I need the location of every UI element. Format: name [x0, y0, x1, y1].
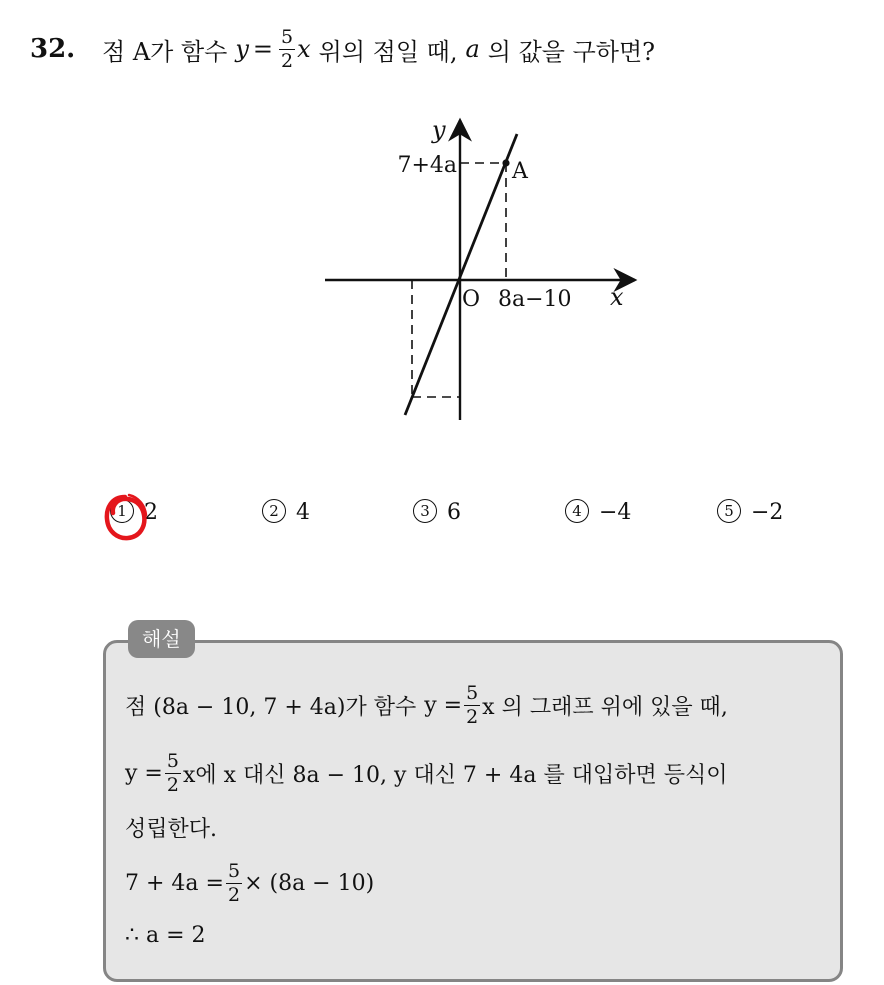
choice-1-symbol: 1	[110, 499, 134, 523]
question-text-before: 점 A가 함수	[102, 37, 228, 66]
choice-3[interactable]	[413, 500, 461, 525]
solution-line-5	[125, 918, 206, 952]
point-x-label: 8a−10	[498, 287, 572, 312]
solution-tag: 해설	[128, 620, 195, 658]
x-axis-label: x	[610, 283, 624, 311]
function-graph	[320, 110, 650, 430]
choice-2-value: 4	[296, 500, 310, 525]
choice-4[interactable]	[565, 500, 631, 525]
choice-3-value: 6	[447, 500, 461, 525]
choice-3-symbol: 3	[413, 499, 437, 523]
point-a	[502, 159, 509, 166]
solution-line-3-text: 성립한다.	[125, 816, 218, 842]
choice-5[interactable]	[717, 500, 783, 525]
eq-lhs: y	[235, 35, 249, 63]
fraction-denominator: 2	[466, 705, 479, 728]
question-var-a: a	[465, 35, 480, 63]
solution-line-1	[125, 678, 728, 732]
choice-5-value: −2	[751, 500, 784, 525]
question-heading	[30, 24, 655, 74]
question-fraction	[279, 25, 295, 72]
solution-line-3	[125, 810, 217, 844]
choice-5-symbol: 5	[717, 499, 741, 523]
solution-line-2-a: y =	[125, 760, 163, 786]
solution-line-2-b: x에 x 대신 8a − 10, y 대신 7 + 4a 를 대입하면 등식이	[182, 762, 728, 788]
point-a-label: A	[512, 159, 528, 184]
question-number: 32.	[30, 34, 76, 64]
choice-1-value: 2	[144, 500, 158, 525]
fraction-numerator: 5	[166, 749, 179, 772]
choice-4-value: −4	[599, 500, 632, 525]
solution-line-4-b: × (8a − 10)	[244, 870, 375, 896]
solution-line-1-fraction	[464, 681, 480, 728]
fraction-denominator: 2	[227, 883, 241, 906]
question-text-after: 위의 점일 때,	[318, 37, 458, 66]
origin-label: O	[462, 287, 481, 312]
choice-2[interactable]	[262, 500, 310, 525]
fraction-numerator: 5	[281, 25, 294, 48]
solution-line-5-text: ∴ a = 2	[125, 922, 206, 948]
fraction-numerator: 5	[227, 859, 241, 882]
solution-line-2	[125, 746, 727, 800]
answer-selection-mark-icon	[103, 493, 149, 543]
solution-line-4-fraction	[226, 859, 242, 906]
solution-line-4	[125, 856, 374, 910]
fraction-denominator: 2	[166, 773, 179, 796]
y-axis-label: y	[432, 116, 446, 144]
point-y-label: 7+4a	[397, 153, 457, 178]
eq-sign: =	[252, 35, 273, 63]
solution-line-1-b: y =	[424, 692, 463, 718]
choice-2-symbol: 2	[262, 499, 286, 523]
eq-var: x	[297, 35, 311, 63]
solution-line-2-fraction	[165, 749, 181, 796]
solution-line-1-c: x 의 그래프 위에 있을 때,	[482, 694, 728, 720]
question-text-end: 의 값을 구하면?	[487, 37, 655, 66]
choice-4-symbol: 4	[565, 499, 589, 523]
solution-line-4-a: 7 + 4a =	[125, 870, 224, 896]
fraction-numerator: 5	[466, 681, 479, 704]
fraction-denominator: 2	[281, 49, 294, 72]
solution-line-1-a: 점 (8a − 10, 7 + 4a)가 함수	[125, 694, 417, 720]
